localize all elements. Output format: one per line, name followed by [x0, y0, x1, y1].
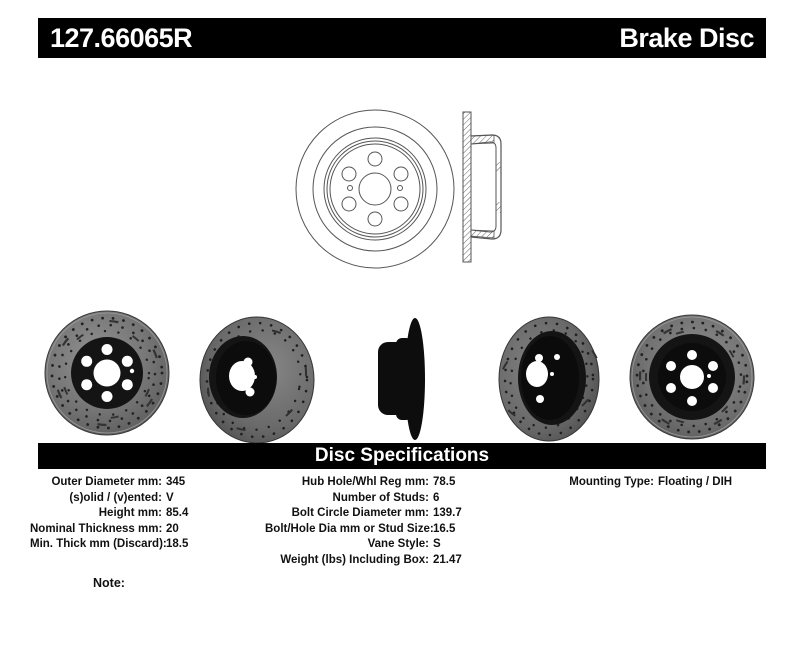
- disc-photo-front: [44, 310, 170, 436]
- spec-row: [30, 506, 188, 522]
- spec-value: V: [166, 491, 174, 504]
- spec-column-middle: [265, 475, 462, 568]
- spec-row: [265, 491, 462, 507]
- spec-section-title: Disc Specifications: [314, 445, 490, 466]
- spec-value: 16.5: [433, 522, 456, 535]
- spec-label: Number of Studs:: [332, 491, 429, 504]
- spec-value: 345: [166, 476, 186, 488]
- spec-label: Outer Diameter mm:: [51, 476, 162, 488]
- spec-label: Weight (lbs) Including Box:: [280, 553, 429, 566]
- spec-label: Vane Style:: [367, 538, 429, 550]
- spec-label: Height mm:: [98, 507, 162, 519]
- disc-photo-edge-profile: [376, 316, 428, 442]
- spec-row: [30, 522, 188, 538]
- disc-photo-rear: [629, 314, 755, 440]
- spec-row: [265, 506, 462, 522]
- spec-label: Min. Thick mm (Discard):: [30, 538, 167, 550]
- spec-value: 78.5: [433, 476, 456, 488]
- spec-section-bar: [38, 443, 766, 469]
- product-type-title: Brake Disc: [619, 22, 754, 53]
- spec-value: 85.4: [166, 507, 189, 519]
- disc-photo-three-quarter-right: [498, 316, 601, 442]
- spec-row: [265, 537, 462, 553]
- spec-row: [265, 522, 462, 538]
- spec-column-right: [566, 475, 732, 491]
- spec-value: 6: [433, 491, 440, 504]
- spec-column-left: [30, 475, 188, 553]
- header-bar: [38, 18, 766, 58]
- spec-row: [30, 475, 188, 491]
- disc-front-line-drawing: [289, 103, 461, 275]
- spec-value: Floating / DIH: [658, 476, 733, 488]
- spec-value: 20: [166, 522, 179, 535]
- spec-value: 21.47: [433, 553, 462, 566]
- spec-label: Hub Hole/Whl Reg mm:: [301, 476, 429, 488]
- spec-row: [30, 491, 188, 507]
- disc-cross-section-line-drawing: [452, 102, 512, 272]
- spec-label: Nominal Thickness mm:: [30, 522, 163, 535]
- spec-label: (s)olid / (v)ented:: [69, 491, 162, 504]
- part-number: 127.66065R: [50, 22, 193, 53]
- spec-value: 139.7: [433, 507, 462, 519]
- spec-label: Bolt Circle Diameter mm:: [291, 507, 429, 519]
- spec-row: [30, 537, 188, 553]
- spec-row: [265, 553, 462, 569]
- spec-value: 18.5: [166, 538, 189, 550]
- spec-label: Mounting Type:: [569, 476, 654, 488]
- spec-row: [265, 475, 462, 491]
- spec-row: [566, 475, 732, 491]
- spec-value: S: [433, 538, 441, 550]
- spec-label: Bolt/Hole Dia mm or Stud Size:: [265, 522, 434, 535]
- disc-photo-three-quarter-left: [199, 316, 316, 444]
- note-label: Note:: [93, 576, 125, 590]
